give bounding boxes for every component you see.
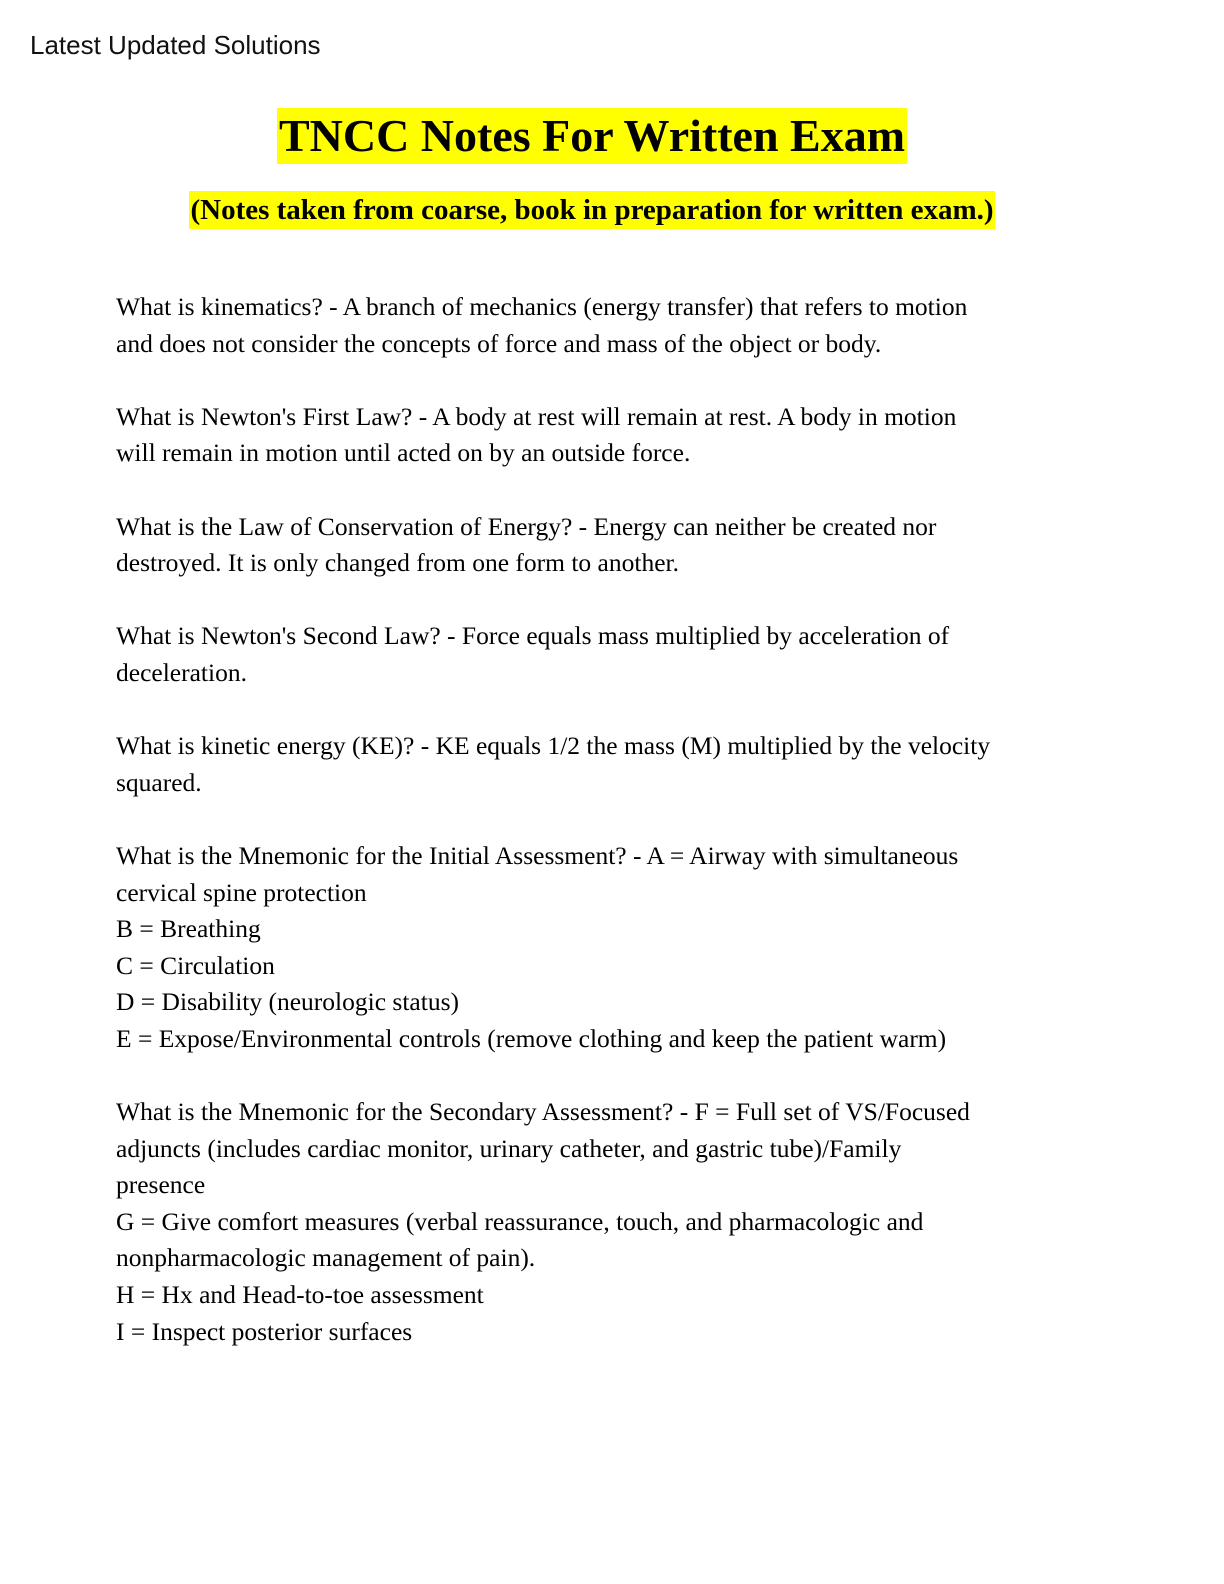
text-line: What is the Law of Conservation of Energy? - Energy can neither be created nor [116, 511, 937, 541]
qa-entry-newtons-first-law [116, 399, 1086, 472]
text-line: nonpharmacologic management of pain). [116, 1243, 536, 1273]
document-body [116, 289, 1086, 1387]
qa-entry-conservation-of-energy [116, 509, 1086, 582]
qa-entry-initial-assessment [116, 838, 1086, 1058]
document-title: TNCC Notes For Written Exam [277, 108, 907, 164]
qa-entry-kinetic-energy [116, 728, 1086, 801]
header-label: Latest Updated Solutions [30, 30, 321, 60]
title-container [0, 108, 1184, 164]
subtitle-container [0, 191, 1184, 229]
text-line: and does not consider the concepts of force and mass of the object or body. [116, 328, 882, 358]
text-line: What is the Mnemonic for the Initial Assessment? - A = Airway with simultaneous [116, 840, 959, 870]
qa-entry-secondary-assessment [116, 1094, 1086, 1350]
text-line: C = Circulation [116, 950, 275, 980]
text-line: squared. [116, 767, 202, 797]
text-line: What is the Mnemonic for the Secondary Assessment? - F = Full set of VS/Focused [116, 1097, 970, 1127]
text-line: cervical spine protection [116, 877, 367, 907]
text-line: What is Newton's Second Law? - Force equals mass multiplied by acceleration of [116, 621, 950, 651]
text-line: I = Inspect posterior surfaces [116, 1316, 413, 1346]
text-line: B = Breathing [116, 914, 261, 944]
document-subtitle: (Notes taken from coarse, book in preparation for written exam.) [189, 191, 994, 229]
text-line: deceleration. [116, 657, 247, 687]
text-line: presence [116, 1170, 206, 1200]
text-line: adjuncts (includes cardiac monitor, urinary catheter, and gastric tube)/Family [116, 1133, 902, 1163]
text-line: What is Newton's First Law? - A body at rest will remain at rest. A body in motion [116, 401, 957, 431]
text-line: H = Hx and Head-to-toe assessment [116, 1280, 484, 1310]
text-line: What is kinetic energy (KE)? - KE equals 1/2 the mass (M) multiplied by the velocity [116, 731, 991, 761]
qa-entry-kinematics [116, 289, 1086, 362]
text-line: destroyed. It is only changed from one form to another. [116, 548, 679, 578]
text-line: E = Expose/Environmental controls (remove clothing and keep the patient warm) [116, 1023, 947, 1053]
qa-entry-newtons-second-law [116, 618, 1086, 691]
text-line: will remain in motion until acted on by an outside force. [116, 438, 691, 468]
text-line: G = Give comfort measures (verbal reassurance, touch, and pharmacologic and [116, 1206, 924, 1236]
text-line: D = Disability (neurologic status) [116, 987, 459, 1017]
text-line: What is kinematics? - A branch of mechanics (energy transfer) that refers to motion [116, 292, 968, 321]
